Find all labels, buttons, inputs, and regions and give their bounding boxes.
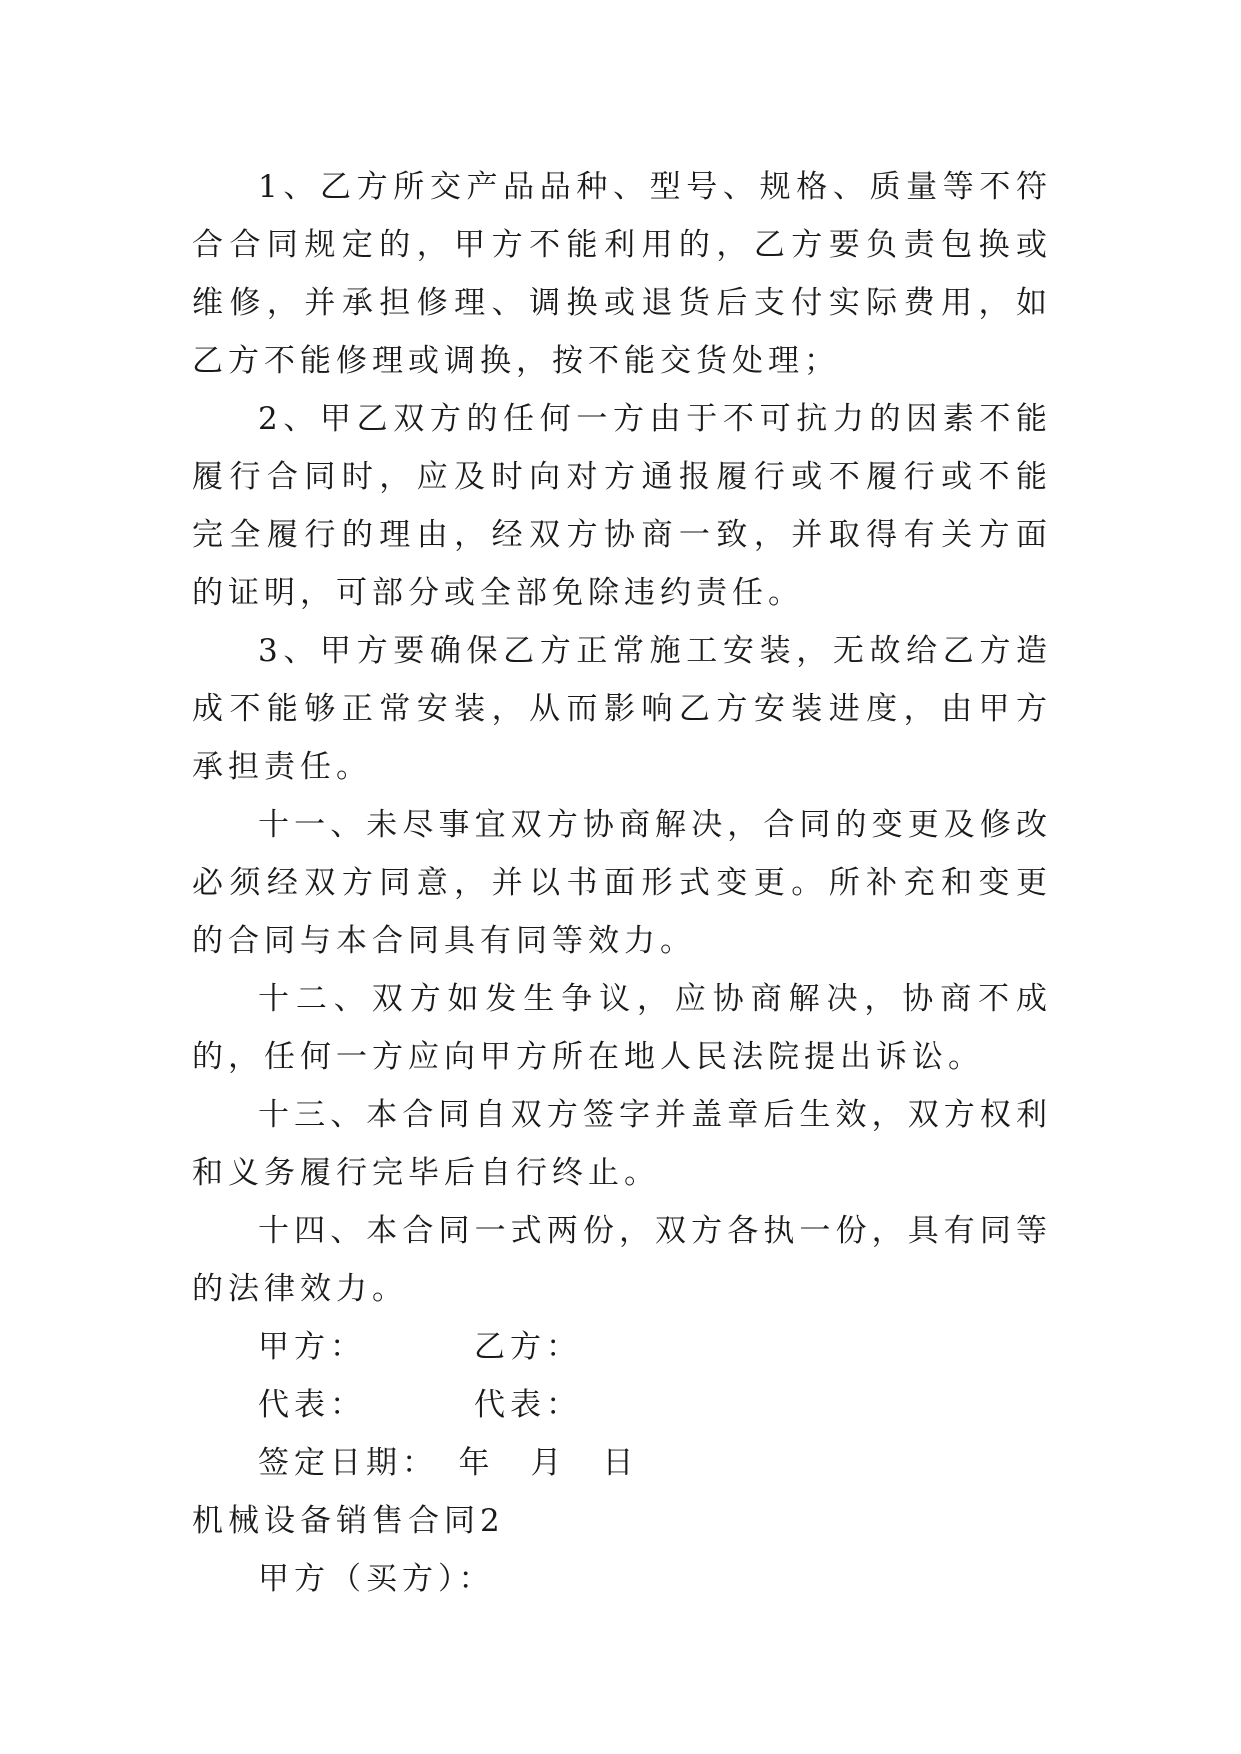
- next-contract-title: 机械设备销售合同2: [192, 1503, 505, 1539]
- document-body: [192, 158, 1052, 1608]
- clause-paragraph: 1、乙方所交产品品种、型号、规格、质量等不符合合同规定的，甲方不能利用的，乙方要负责包换或维修，并承担修理、调换或退货后支付实际费用，如乙方不能修理或调换，按不能交货处理；: [192, 169, 1052, 379]
- representative-b-label: 代表：: [474, 1387, 582, 1423]
- clause-paragraph: 十四、本合同一式两份，双方各执一份，具有同等的法律效力。: [192, 1213, 1052, 1307]
- signing-date-row: [192, 1434, 1052, 1492]
- clause-paragraph: 十三、本合同自双方签字并盖章后生效，双方权利和义务履行完毕后自行终止。: [192, 1097, 1052, 1191]
- clause-paragraph: 3、甲方要确保乙方正常施工安装，无故给乙方造成不能够正常安装，从而影响乙方安装进度，由甲方承担责任。: [192, 633, 1052, 785]
- party-a-label: 甲方：: [258, 1329, 366, 1365]
- clause-paragraph: 2、甲乙双方的任何一方由于不可抗力的因素不能履行合同时，应及时向对方通报履行或不履行或不能完全履行的理由，经双方协商一致，并取得有关方面的证明，可部分或全部免除违约责任。: [192, 401, 1052, 611]
- clause-paragraph: 十一、未尽事宜双方协商解决，合同的变更及修改必须经双方同意，并以书面形式变更。所补充和变更的合同与本合同具有同等效力。: [192, 807, 1052, 959]
- representative-a-label: 代表：: [258, 1387, 366, 1423]
- signing-date-label: 签定日期： 年 月 日: [258, 1445, 639, 1481]
- party-b-label: 乙方：: [474, 1329, 582, 1365]
- next-party-a-label: 甲方（买方）：: [258, 1561, 495, 1597]
- clause-paragraph: 十二、双方如发生争议，应协商解决，协商不成的，任何一方应向甲方所在地人民法院提出诉讼。: [192, 981, 1052, 1075]
- next-party-a-row: [192, 1550, 1052, 1608]
- signature-party-row: [192, 1318, 1052, 1376]
- signature-representative-row: [192, 1376, 1052, 1434]
